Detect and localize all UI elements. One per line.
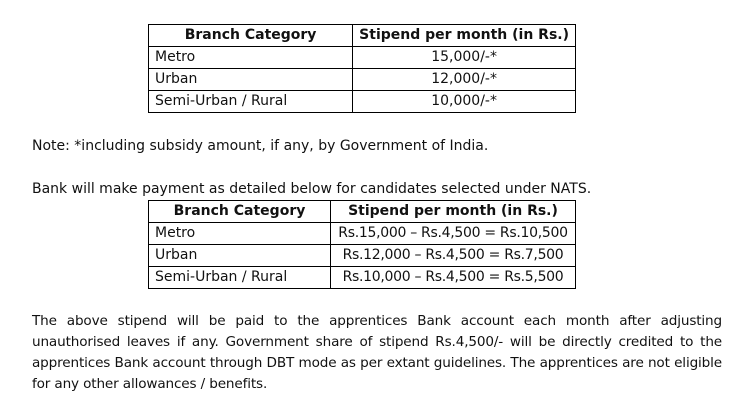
branch-category-cell: Urban	[149, 69, 353, 91]
stipend-table	[148, 24, 576, 113]
branch-category-cell: Metro	[149, 47, 353, 69]
column-header: Stipend per month (in Rs.)	[331, 201, 576, 223]
column-header: Stipend per month (in Rs.)	[353, 25, 576, 47]
branch-category-cell: Semi-Urban / Rural	[149, 91, 353, 113]
column-header: Branch Category	[149, 25, 353, 47]
table-row	[149, 245, 576, 267]
branch-category-cell: Semi-Urban / Rural	[149, 267, 331, 289]
stipend-cell: 12,000/-*	[353, 69, 576, 91]
branch-category-cell: Metro	[149, 223, 331, 245]
column-header: Branch Category	[149, 201, 331, 223]
nats-stipend-table	[148, 200, 576, 289]
stipend-calculation-cell: Rs.12,000 – Rs.4,500 = Rs.7,500	[331, 245, 576, 267]
table-row	[149, 91, 576, 113]
stipend-calculation-cell: Rs.10,000 – Rs.4,500 = Rs.5,500	[331, 267, 576, 289]
table-header-row	[149, 201, 576, 223]
table-row	[149, 267, 576, 289]
table-header-row	[149, 25, 576, 47]
stipend-payment-paragraph: The above stipend will be paid to the apprentices Bank account each month after adjusting unauthorised leaves if any. Government share of stipend Rs.4,500/- will be directly credited to the apprentices Bank account through DBT mode as per extant guidelines. The apprentices are not eligible for any other allowances / benefits.	[32, 313, 722, 392]
stipend-calculation-cell: Rs.15,000 – Rs.4,500 = Rs.10,500	[331, 223, 576, 245]
table-row	[149, 69, 576, 91]
table-row	[149, 223, 576, 245]
branch-category-cell: Urban	[149, 245, 331, 267]
subsidy-note: Note: *including subsidy amount, if any, by Government of India.	[32, 138, 489, 154]
table-row	[149, 47, 576, 69]
stipend-cell: 15,000/-*	[353, 47, 576, 69]
nats-intro-text: Bank will make payment as detailed below for candidates selected under NATS.	[32, 181, 592, 197]
stipend-cell: 10,000/-*	[353, 91, 576, 113]
